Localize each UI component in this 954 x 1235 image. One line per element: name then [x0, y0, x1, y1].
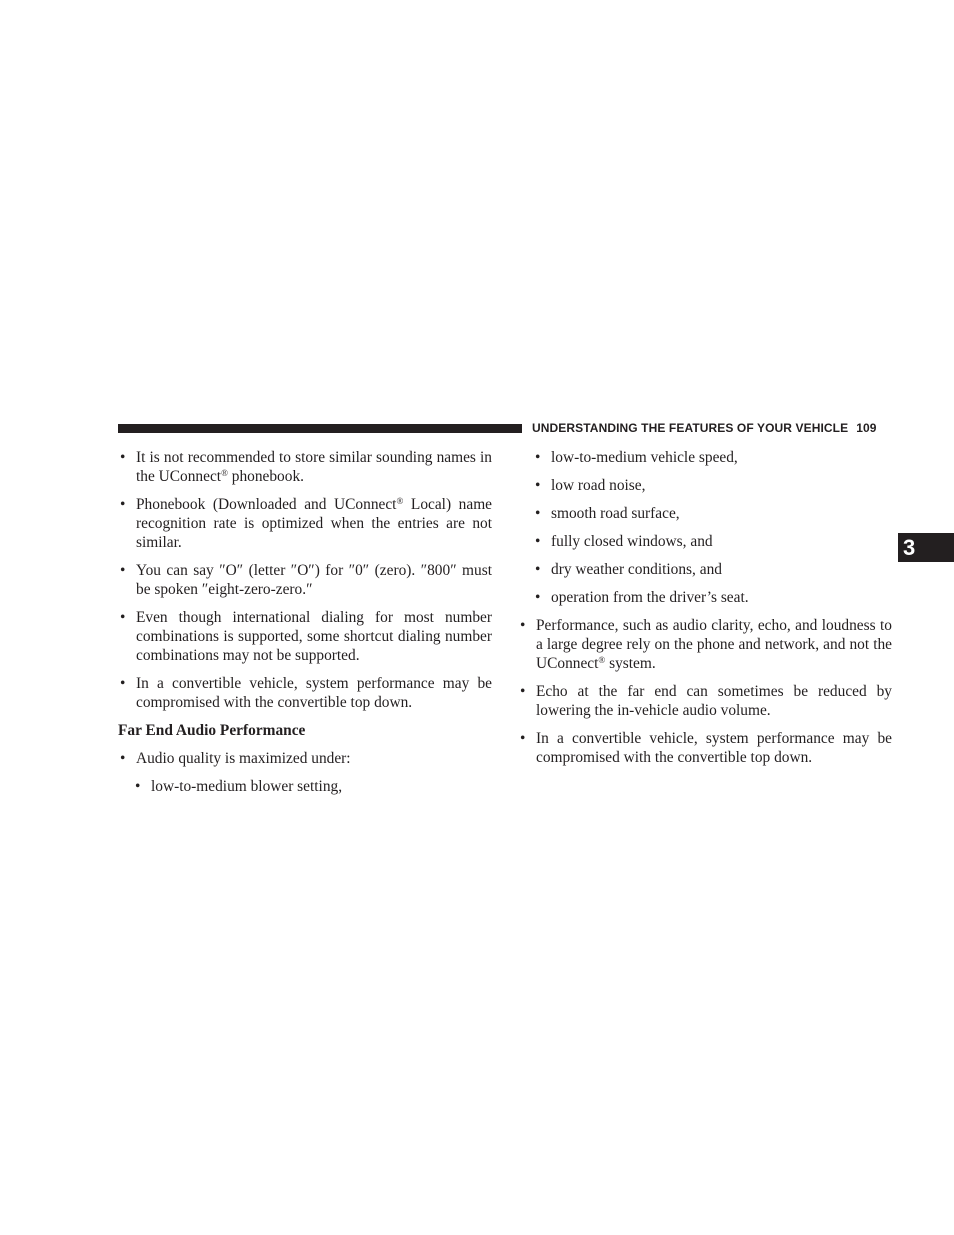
bullet-icon: • — [120, 496, 126, 513]
chapter-title: UNDERSTANDING THE FEATURES OF YOUR VEHICLE — [532, 421, 849, 435]
list-item: • It is not recommended to store similar sounding names in the UConnect® phonebook. — [120, 449, 492, 485]
list-item: • Phonebook (Downloaded and UConnect® Local) name recognition rate is optimized when the entries are not similar. — [120, 496, 493, 551]
left-column — [118, 448, 492, 805]
bullet-icon: • — [535, 533, 541, 550]
bullet-icon: • — [120, 449, 126, 466]
sub-list-item: • fully closed windows, and — [535, 533, 713, 550]
bullet-icon: • — [520, 617, 526, 634]
sub-list-item: • low-to-medium vehicle speed, — [535, 449, 738, 466]
list-item: • Echo at the far end can sometimes be reduced by lowering the in-vehicle audio volume. — [520, 683, 892, 719]
bullet-icon: • — [120, 562, 126, 579]
list-item: • Performance, such as audio clarity, echo, and loudness to a large degree rely on the phone and network, and not the UConnect® system. — [520, 617, 892, 672]
list-item: • Even though international dialing for most number combinations is supported, some shortcut dialing number combinations may not be supported. — [120, 609, 492, 664]
list-item: • You can say ″O″ (letter ″O″) for ″0″ (zero). ″800″ must be spoken ″eight-zero-zero.″ — [120, 562, 492, 598]
header-rule — [118, 424, 522, 433]
bullet-icon: • — [535, 477, 541, 494]
bullet-icon: • — [520, 730, 526, 747]
page-number: 109 — [856, 421, 877, 435]
bullet-icon: • — [120, 675, 126, 692]
bullet-icon: • — [535, 589, 541, 606]
running-header — [532, 420, 892, 436]
bullet-icon: • — [120, 609, 126, 626]
list-item: • Audio quality is maximized under: — [120, 750, 351, 767]
sub-list-item: • smooth road surface, — [535, 505, 680, 522]
sub-list-item: • dry weather conditions, and — [535, 561, 722, 578]
sub-list-item: • low road noise, — [535, 477, 646, 494]
bullet-icon: • — [120, 750, 126, 767]
section-heading: Far End Audio Performance — [118, 722, 306, 739]
list-item: • In a convertible vehicle, system performance may be compromised with the convertible top down. — [520, 730, 892, 766]
sub-list-item: • operation from the driver’s seat. — [535, 589, 749, 606]
list-item: • In a convertible vehicle, system performance may be compromised with the convertible top down. — [120, 675, 492, 711]
section-tab: 3 — [898, 533, 954, 562]
bullet-icon: • — [520, 683, 526, 700]
sub-list-item: • low-to-medium blower setting, — [135, 778, 343, 795]
bullet-icon: • — [135, 778, 141, 795]
bullet-icon: • — [535, 449, 541, 466]
bullet-icon: • — [535, 561, 541, 578]
bullet-icon: • — [535, 505, 541, 522]
right-column — [518, 448, 892, 776]
